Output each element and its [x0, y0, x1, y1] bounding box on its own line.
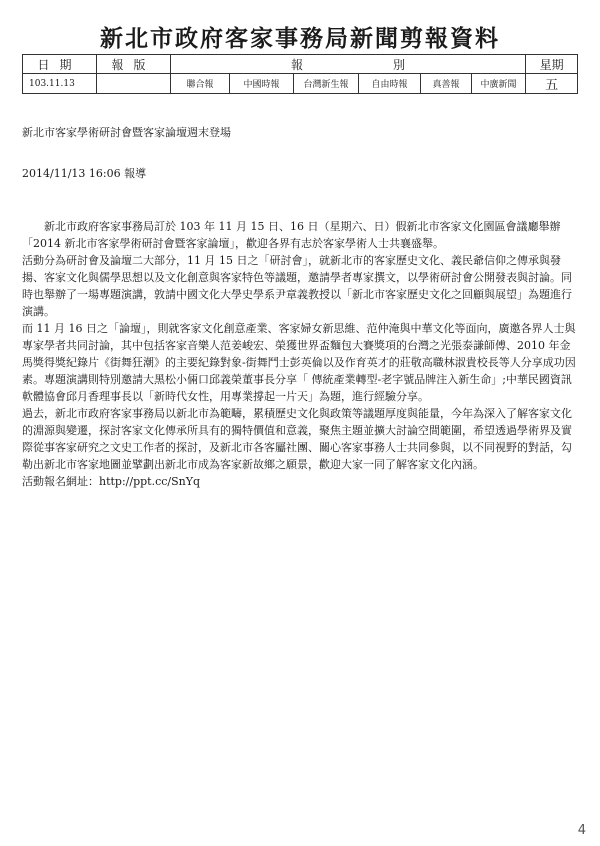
paper-option: 中廣新聞 — [472, 74, 526, 94]
clip-edition — [97, 74, 171, 94]
header-weekday: 星期 — [526, 55, 578, 74]
paper-option: 真善報 — [421, 74, 472, 94]
article-timestamp: 2014/11/13 16:06 報導 — [22, 167, 147, 180]
table-header-row — [23, 55, 578, 74]
paper-option: 聯合報 — [171, 74, 230, 94]
article-signup-url: 活動報名網址：http://ppt.cc/SnYq — [22, 475, 201, 488]
clip-date: 103.11.13 — [23, 74, 97, 94]
header-edition: 報版 — [97, 55, 171, 74]
page-number: 4 — [577, 823, 586, 838]
document-title: 新北市政府客家事務局新聞剪報資料 — [100, 25, 500, 52]
article — [22, 124, 577, 490]
article-headline: 新北市客家學術研討會暨客家論壇週末登場 — [22, 126, 231, 139]
header-date: 日期 — [23, 55, 97, 74]
clip-weekday: 五 — [526, 74, 578, 94]
article-paragraph: 而 11 月 16 日之「論壇」，則就客家文化創意產業、客家婦女新思維、范仲淹與中華文化等面向，廣邀各界人士與專家學者共同討論，其中包括客家音樂人范姜峻宏、榮獲世界盃麵包大賽獎項的台灣之光張泰謙師傅、2010 年金馬獎得獎紀錄片《街舞狂潮》的主要紀錄對象-街舞鬥士彭英倫以及作育英才的莊敬高職林淑貴校長等人分享成功因素。專題演講則特別邀請大黑松小倆口邱義榮董事長分享「 傳統產業轉型-老字號品牌注入新生命」;中華民國資訊軟體協會邱月香理事長以「新時代女性，用專業撐起一片天」為題，進行經驗分享。 — [22, 322, 576, 403]
clipping-info-table — [22, 54, 578, 94]
header-paper: 報別 — [171, 55, 526, 74]
article-paragraph: 活動分為研討會及論壇二大部分，11 月 15 日之「研討會」，就新北市的客家歷史文化、義民爺信仰之傳承與發揚、客家文化與儒學思想以及文化創意與客家特色等議題，邀請學者專家撰文，以學術研討會公開發表與討論。同時也舉辦了一場專題演講，敦請中國文化大學史學系尹章義教授以「新北市客家歷史文化之回顧與展望」為題進行演講。 — [22, 254, 572, 318]
paper-option: 中國時報 — [230, 74, 294, 94]
article-paragraph: 新北市政府客家事務局訂於 103 年 11 月 15 日、16 日（星期六、日）假新北市客家文化園區會議廳舉辦「2014 新北市客家學術研討會暨客家論壇」，歡迎各界有志於客家學術人士共襄盛舉。 — [22, 220, 561, 250]
paper-option: 自由時報 — [359, 74, 421, 94]
article-paragraph: 過去，新北市政府客家事務局以新北市為範疇，累積歷史文化與政策等議題厚度與能量，今年為深入了解客家文化的淵源與變遷，探討客家文化傳承所具有的獨特價值和意義，聚焦主題並擴大討論空間範圍，希望透過學術界及實際從事客家研究之文史工作者的探討，及新北市各客屬社團、關心客家事務人士共同參與，以不同視野的對話，勾勒出新北市客家地圖並擘劃出新北市成為客家新故鄉之願景，歡迎大家一同了解客家文化內涵。 — [22, 407, 572, 471]
table-data-row — [23, 74, 578, 94]
paper-option: 台灣新生報 — [294, 74, 359, 94]
